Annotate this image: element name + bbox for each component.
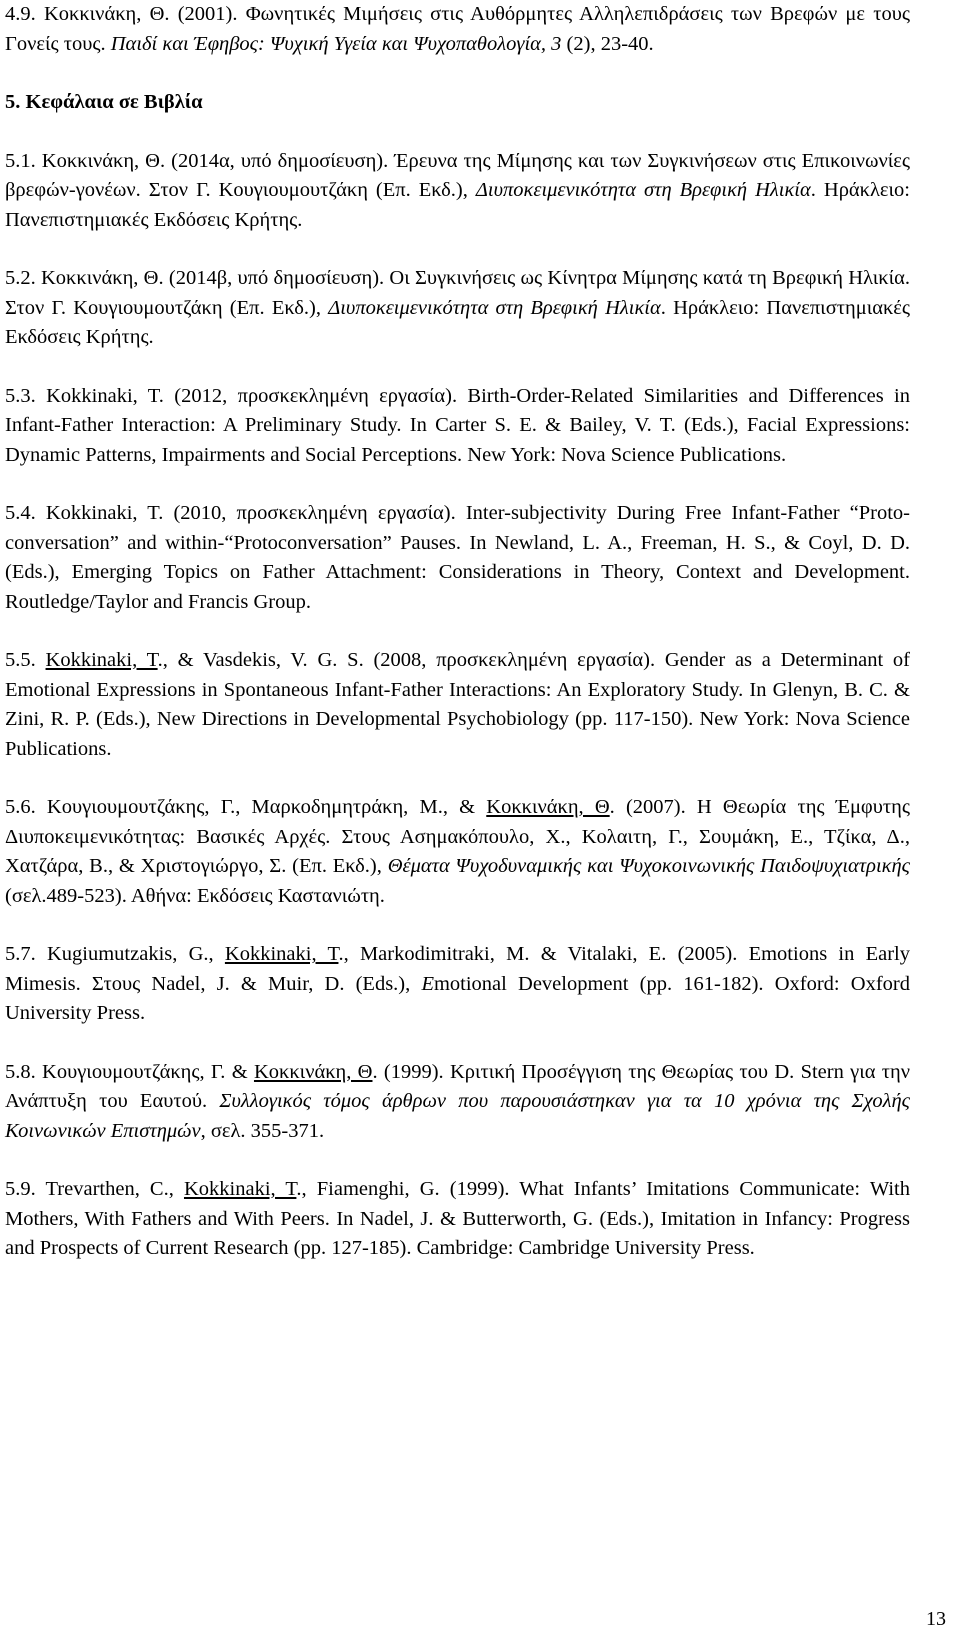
reference-text: 5.6. Κουγιουμουτζάκης, Γ., Μαρκοδημητράκη, Μ., &	[5, 796, 487, 818]
spacer	[5, 1029, 910, 1058]
reference-text: motional Development (pp. 161-182). Oxford: Oxford University Press.	[5, 972, 910, 1024]
reference-text: , σελ. 355-371.	[200, 1119, 325, 1142]
spacer	[5, 118, 910, 147]
reference-text: 5.7. Kugiumutzakis, G.,	[5, 943, 225, 965]
spacer	[5, 353, 910, 382]
page-number: 13	[926, 1608, 946, 1630]
reference-entry	[5, 147, 910, 236]
italic-title: Συλλογικός τόμος άρθρων που παρουσιάστηκαν για τα 10 χρόνια της Σχολής Κοινωνικών Επιστημών	[5, 1090, 910, 1142]
italic-title: E	[421, 972, 434, 995]
spacer	[5, 764, 910, 793]
underlined-author: Κοκκινάκη, Θ	[486, 796, 610, 818]
reference-text: . Ηράκλειο: Πανεπιστημιακές Εκδόσεις Κρήτης.	[5, 179, 910, 231]
spacer	[5, 59, 910, 88]
section-heading: 5. Κεφάλαια σε Βιβλία	[5, 91, 203, 113]
spacer	[5, 235, 910, 264]
reference-text: (2), 23-40.	[561, 32, 654, 55]
reference-text: 4.9. Κοκκινάκη, Θ. (2001). Φωνητικές Μιμήσεις στις Αυθόρμητες Αλληλεπιδράσεις των Βρεφών με τους Γονείς τους.	[5, 3, 910, 55]
underlined-author: Κοκκινάκη, Θ	[253, 1060, 373, 1083]
reference-entry	[5, 499, 910, 617]
reference-text: . (2007). Η Θεωρία της Έμφυτης Διυποκειμενικότητας: Βασικές Αρχές. Στους Ασημακόπουλο, Χ., Κολαιτη, Γ., Σουμάκη, Ε., Τζίκα, Δ., Χατζάρα, Β., & Χριστογιώργο, Σ. (Επ. Εκδ.),	[5, 796, 910, 877]
reference-entry	[5, 1058, 910, 1147]
reference-text: ., & Vasdekis, V. G. S. (2008, προσκεκλημένη εργασία). Gender as a Determinant of Emotional Expressions in Spontaneous Infant-Father Interactions: An Exploratory Study. In Glenyn, B. C. & Zini, R. P. (Eds.), New Directions in Developmental Psychobiology (pp. 117-150). New York: Nova Science Publications.	[5, 649, 910, 760]
reference-text: ., Markodimitraki, M. & Vitalaki, E. (2005). Emotions in Early Mimesis. Στους Nadel, J. & Muir, D. (Eds.),	[5, 943, 910, 995]
reference-text: (σελ.489-523). Αθήνα: Εκδόσεις Καστανιώτη.	[5, 884, 385, 907]
reference-text: 5.1. Κοκκινάκη, Θ. (2014α, υπό δημοσίευση). Έρευνα της Μίμησης και των Συγκινήσεων στις Επικοινωνίες βρεφών-γονέων. Στον Γ. Κουγιουμουτζάκη (Επ. Εκδ.),	[5, 149, 910, 201]
spacer	[5, 911, 910, 940]
book-chapters-list	[5, 147, 910, 1264]
reference-entry	[5, 0, 910, 59]
reference-entry	[5, 940, 910, 1029]
spacer	[5, 470, 910, 499]
reference-entry	[5, 646, 910, 764]
reference-entry	[5, 793, 910, 911]
underlined-author: Kokkinaki, T	[45, 649, 158, 671]
underlined-author: Kokkinaki, T	[183, 1178, 297, 1200]
italic-title: Παιδί και Έφηβος: Ψυχική Υγεία και Ψυχοπαθολογία, 3	[110, 32, 562, 55]
reference-text: . (1999). Κριτική Προσέγγιση της Θεωρίας του D. Stern για την Ανάπτυξη του Εαυτού.	[5, 1060, 910, 1112]
reference-text: 5.3. Kokkinaki, T. (2012, προσκεκλημένη εργασία). Birth-Order-Related Similarities and Differences in Infant-Father Interaction: A Preliminary Study. In Carter S. E. & Bailey, V. T. (Eds.), Facial Expressions: Dynamic Patterns, Impairments and Social Perceptions. New York: Nova Science Publications.	[5, 384, 910, 466]
reference-text: 5.2. Κοκκινάκη, Θ. (2014β, υπό δημοσίευση). Οι Συγκινήσεις ως Κίνητρα Μίμησης κατά τη Βρεφική Ηλικία. Στον Γ. Κουγιουμουτζάκη (Επ. Εκδ.),	[5, 267, 910, 319]
reference-text: 5.4. Kokkinaki, T. (2010, προσκεκλημένη εργασία). Inter-subjectivity During Free Infant-Father “Proto-conversation” and within-“Protoconversation” Pauses. In Newland, L. A., Freeman, H. S., & Coyl, D. D. (Eds.), Emerging Topics on Father Attachment: Considerations in Theory, Context and Development. Routledge/Taylor and Francis Group.	[5, 502, 910, 613]
reference-entry	[5, 382, 910, 471]
reference-text: 5.5.	[5, 649, 46, 671]
spacer	[5, 1146, 910, 1175]
reference-entry	[5, 1175, 910, 1264]
reference-text: 5.8. Κουγιουμουτζάκης, Γ. &	[5, 1060, 254, 1083]
reference-text: . Ηράκλειο: Πανεπιστημιακές Εκδόσεις Κρήτης.	[5, 296, 911, 348]
journal-articles-list	[5, 0, 910, 59]
reference-entry	[5, 264, 910, 353]
reference-text: 5.9. Trevarthen, C.,	[5, 1178, 184, 1200]
spacer	[5, 617, 910, 646]
document-page	[5, 0, 910, 1264]
italic-title: Διυποκειμενικότητα στη Βρεφική Ηλικία	[475, 179, 811, 201]
italic-title: Θέματα Ψυχοδυναμικής και Ψυχοκοινωνικής Παιδοψυχιατρικής	[387, 855, 910, 877]
underlined-author: Kokkinaki, T	[224, 943, 339, 965]
reference-text: ., Fiamenghi, G. (1999). What Infants’ Imitations Communicate: With Mothers, With Fathers and With Peers. In Nadel, J. & Butterworth, G. (Eds.), Imitation in Infancy: Progress and Prospects of Current Research (pp. 127-185). Cambridge: Cambridge University Press.	[5, 1178, 910, 1259]
italic-title: Διυποκειμενικότητα στη Βρεφική Ηλικία	[328, 296, 661, 319]
